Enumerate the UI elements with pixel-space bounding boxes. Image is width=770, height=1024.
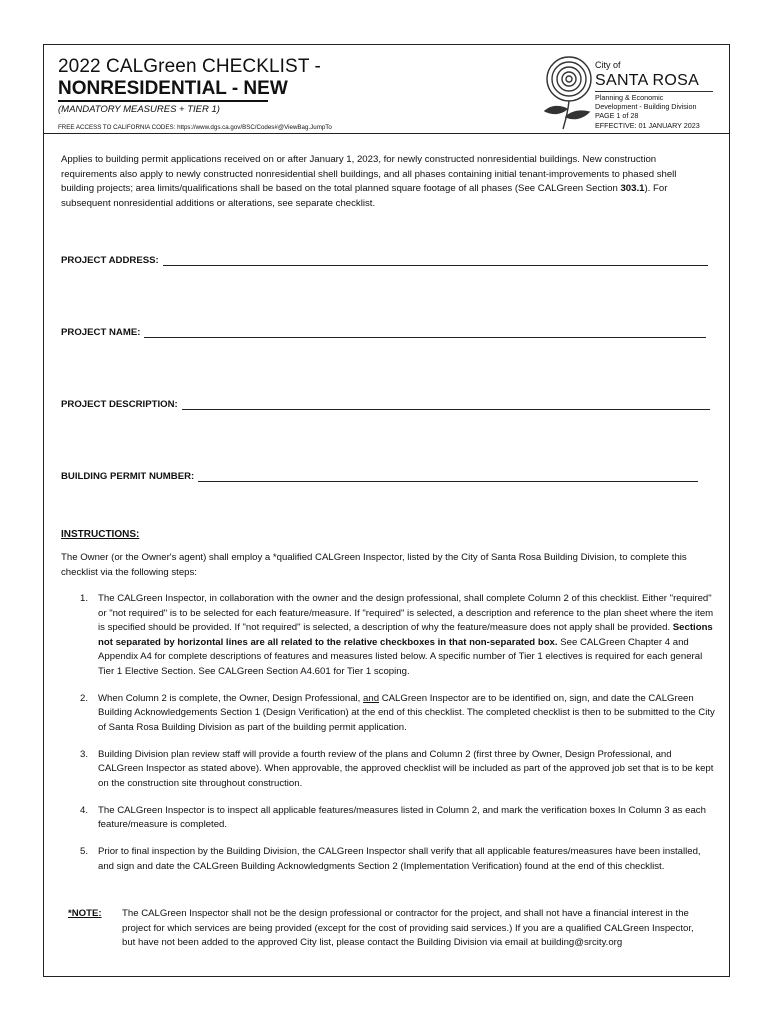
checklist-subtitle: (MANDATORY MEASURES + TIER 1) xyxy=(58,104,220,115)
instruction-step xyxy=(80,692,715,736)
step-number: 4. xyxy=(80,804,89,816)
city-of-label: City of xyxy=(595,60,621,70)
step-text: Building Division plan review staff will provide a fourth review of the plans and Column 2 (first three by Owner, Design Professional, and CALGreen Inspector as stated above). When approvable, the approved checklist will be included as part of the approved job set that is to be kept on the construction site throughout construction. xyxy=(98,748,714,789)
project-description-input-line[interactable] xyxy=(182,399,710,410)
project-address-label: PROJECT ADDRESS: xyxy=(61,255,159,266)
project-address-input-line[interactable] xyxy=(163,255,708,266)
step-text: Prior to final inspection by the Building Division, the CALGreen Inspector shall verify that all applicable features/measures have been installed, and sign and date the CALGreen Building Acknowledgments Section 2 (Implementation Verification) found at the end of this checklist. xyxy=(98,846,701,872)
intro-text-a: Applies to building permit applications received on or after January 1, 2023, for newly constructed nonresidential buildings. New construction requirements also apply to newly constructed nonresidential shell buildings, and all phases containing initial tenant-improvements to phased shell building projects; area limits/qualifications shall be based on the total planned square footage of all phases (See CALGreen Section xyxy=(61,154,677,194)
step-text-a: The CALGreen Inspector, in collaboration with the owner and the design professional, shall complete Column 2 of this checklist. Either "required" or "not required" is to be selected for each feature/measure. If "required" is selected, a description and reference to the plan sheet where the item is specified should be provided. If "not required" is selected, a description of why the feature/measure does not apply shall be provided. xyxy=(98,593,714,633)
department-line2: Development - Building Division xyxy=(595,102,697,112)
project-name-label: PROJECT NAME: xyxy=(61,327,141,338)
note-label: *NOTE: xyxy=(68,908,102,919)
free-access-codes-link[interactable]: FREE ACCESS TO CALIFORNIA CODES: https://www.dgs.ca.gov/BSC/Codes#@ViewBag.JumpTo xyxy=(58,124,332,131)
building-permit-number-field xyxy=(61,471,698,482)
title-underline xyxy=(58,100,268,102)
document-header xyxy=(44,45,729,134)
step-number: 5. xyxy=(80,846,89,857)
applicability-paragraph xyxy=(61,153,711,211)
intro-section-ref: 303.1 xyxy=(620,183,645,194)
department-info xyxy=(595,93,723,130)
step-text-a: When Column 2 is complete, the Owner, Design Professional, xyxy=(98,692,364,704)
city-name: SANTA ROSA xyxy=(595,72,700,89)
step-text-b: CALGreen Inspector are to be identified on, sign, and date the CALGreen Building Acknowledgements Section 1 (Design Verification) at the end of this checklist. The completed checklist is then to be submitted to the City of Santa Rosa Building Division as part of the building permit application. xyxy=(98,692,715,733)
effective-date: EFFECTIVE: 01 JANUARY 2023 xyxy=(595,120,700,130)
project-name-input-line[interactable] xyxy=(144,327,706,338)
building-permit-number-input-line[interactable] xyxy=(198,471,698,482)
instruction-step xyxy=(80,592,715,679)
intro-text-b: ). For subsequent nonresidential additions or alterations, see separate checklist. xyxy=(61,183,668,209)
step-number: 2. xyxy=(80,692,89,704)
department-line1: Planning & Economic xyxy=(595,93,664,102)
step-text: The CALGreen Inspector is to inspect all applicable features/measures listed in Column 2, and mark the verification boxes In Column 3 as each feature/measure is completed. xyxy=(98,804,706,830)
building-permit-number-label: BUILDING PERMIT NUMBER: xyxy=(61,471,195,482)
project-address-field xyxy=(61,255,708,266)
checklist-title-line1: 2022 CALGreen CHECKLIST - xyxy=(58,56,321,77)
instructions-intro: The Owner (or the Owner's agent) shall employ a *qualified CALGreen Inspector, listed by the City of Santa Rosa Building Division, to complete this checklist via the following steps: xyxy=(61,552,687,578)
instruction-step xyxy=(80,845,715,874)
step-number: 3. xyxy=(80,748,89,760)
step-number: 1. xyxy=(80,593,89,604)
note-text: The CALGreen Inspector shall not be the design professional or contractor for the project, and shall not have a financial interest in the project for which services are being provided (except for the cost of providing said services.) If you are a qualified CALGreen Inspector, but have not been added to the approved City list, please contact the Building Division via email at building@srcity.org xyxy=(122,908,694,948)
instructions-heading: INSTRUCTIONS: xyxy=(61,529,140,540)
santa-rosa-rose-logo-icon xyxy=(539,53,595,131)
step-text-b: See CALGreen Chapter 4 and Appendix A4 for complete descriptions of features and measures listed below. A specific number of Tier 1 electives is required for each general Tier 1 Elective Section. See CALGreen Section A4.601 for Tier 1 scoping. xyxy=(98,636,703,677)
checklist-page-frame xyxy=(43,44,730,977)
instruction-steps-list xyxy=(80,592,715,887)
project-name-field xyxy=(61,327,706,338)
project-description-label: PROJECT DESCRIPTION: xyxy=(61,399,178,410)
checklist-title-line2: NONRESIDENTIAL - NEW xyxy=(58,78,288,99)
instruction-step xyxy=(80,804,715,833)
project-description-field xyxy=(61,399,710,410)
step-text-bold: Sections not separated by horizontal lines are all related to the relative checkboxes in that non-separated box. xyxy=(98,622,713,648)
instruction-step xyxy=(80,748,715,792)
page-number: PAGE 1 of 28 xyxy=(595,111,639,121)
inspector-note xyxy=(68,907,708,951)
step-text-underline: and xyxy=(363,692,380,704)
logo-divider xyxy=(595,91,713,92)
